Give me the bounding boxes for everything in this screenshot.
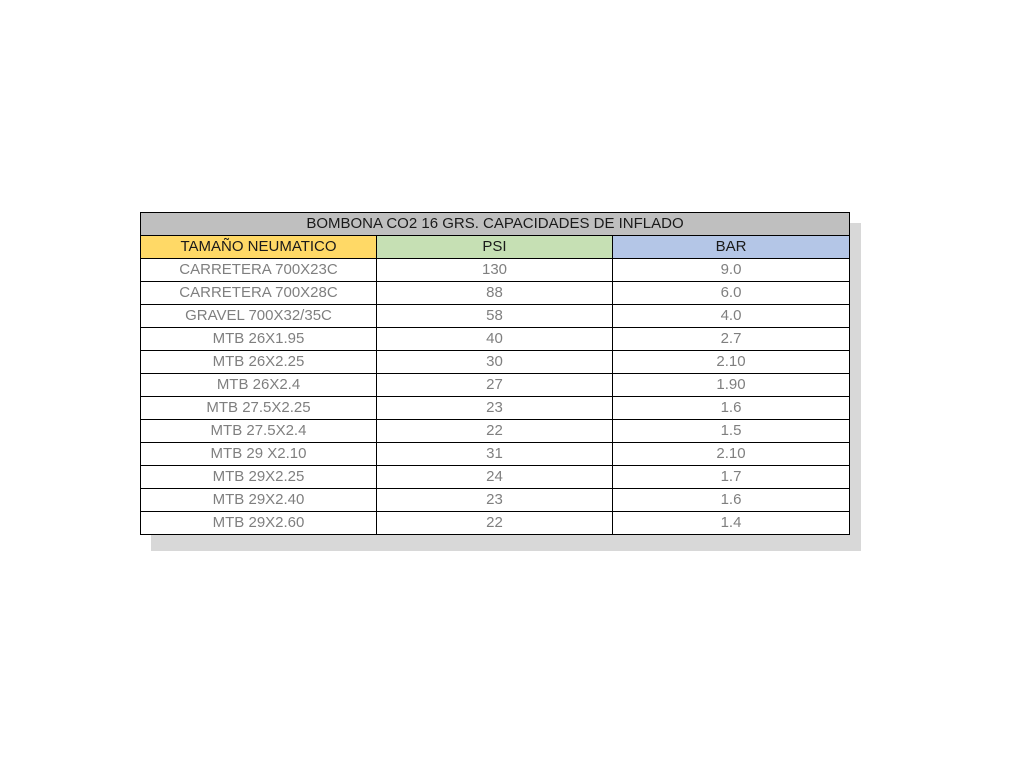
header-tire-size: TAMAÑO NEUMATICO xyxy=(141,236,377,259)
table-row xyxy=(141,259,850,282)
table-row xyxy=(141,466,850,489)
cell-bar: 1.7 xyxy=(613,466,850,489)
cell-bar: 2.7 xyxy=(613,328,850,351)
header-psi: PSI xyxy=(377,236,613,259)
table-body xyxy=(141,259,850,535)
table-row xyxy=(141,420,850,443)
cell-psi: 40 xyxy=(377,328,613,351)
cell-tire-size: CARRETERA 700X23C xyxy=(141,259,377,282)
table-row xyxy=(141,328,850,351)
cell-tire-size: MTB 26X2.4 xyxy=(141,374,377,397)
table-row xyxy=(141,512,850,535)
cell-tire-size: MTB 26X1.95 xyxy=(141,328,377,351)
table-row xyxy=(141,282,850,305)
cell-bar: 1.90 xyxy=(613,374,850,397)
cell-psi: 58 xyxy=(377,305,613,328)
table-row xyxy=(141,443,850,466)
cell-psi: 31 xyxy=(377,443,613,466)
inflation-table xyxy=(140,212,850,535)
cell-psi: 22 xyxy=(377,420,613,443)
cell-tire-size: MTB 29X2.25 xyxy=(141,466,377,489)
cell-psi: 30 xyxy=(377,351,613,374)
cell-psi: 24 xyxy=(377,466,613,489)
inflation-table-container xyxy=(140,212,849,535)
cell-psi: 27 xyxy=(377,374,613,397)
cell-psi: 88 xyxy=(377,282,613,305)
cell-bar: 2.10 xyxy=(613,351,850,374)
cell-psi: 23 xyxy=(377,397,613,420)
table-title-row xyxy=(141,213,850,236)
table-row xyxy=(141,351,850,374)
table-row xyxy=(141,397,850,420)
cell-bar: 6.0 xyxy=(613,282,850,305)
cell-psi: 22 xyxy=(377,512,613,535)
header-bar: BAR xyxy=(613,236,850,259)
cell-psi: 23 xyxy=(377,489,613,512)
cell-tire-size: GRAVEL 700X32/35C xyxy=(141,305,377,328)
cell-bar: 1.6 xyxy=(613,397,850,420)
cell-bar: 2.10 xyxy=(613,443,850,466)
cell-bar: 1.5 xyxy=(613,420,850,443)
cell-tire-size: MTB 29 X2.10 xyxy=(141,443,377,466)
cell-bar: 1.4 xyxy=(613,512,850,535)
cell-psi: 130 xyxy=(377,259,613,282)
table-title: BOMBONA CO2 16 GRS. CAPACIDADES DE INFLADO xyxy=(141,213,850,236)
table-row xyxy=(141,305,850,328)
cell-tire-size: MTB 27.5X2.25 xyxy=(141,397,377,420)
cell-bar: 1.6 xyxy=(613,489,850,512)
table-row xyxy=(141,374,850,397)
cell-tire-size: MTB 29X2.60 xyxy=(141,512,377,535)
table-header-row xyxy=(141,236,850,259)
cell-bar: 4.0 xyxy=(613,305,850,328)
cell-tire-size: CARRETERA 700X28C xyxy=(141,282,377,305)
cell-tire-size: MTB 29X2.40 xyxy=(141,489,377,512)
cell-tire-size: MTB 27.5X2.4 xyxy=(141,420,377,443)
cell-tire-size: MTB 26X2.25 xyxy=(141,351,377,374)
table-row xyxy=(141,489,850,512)
cell-bar: 9.0 xyxy=(613,259,850,282)
